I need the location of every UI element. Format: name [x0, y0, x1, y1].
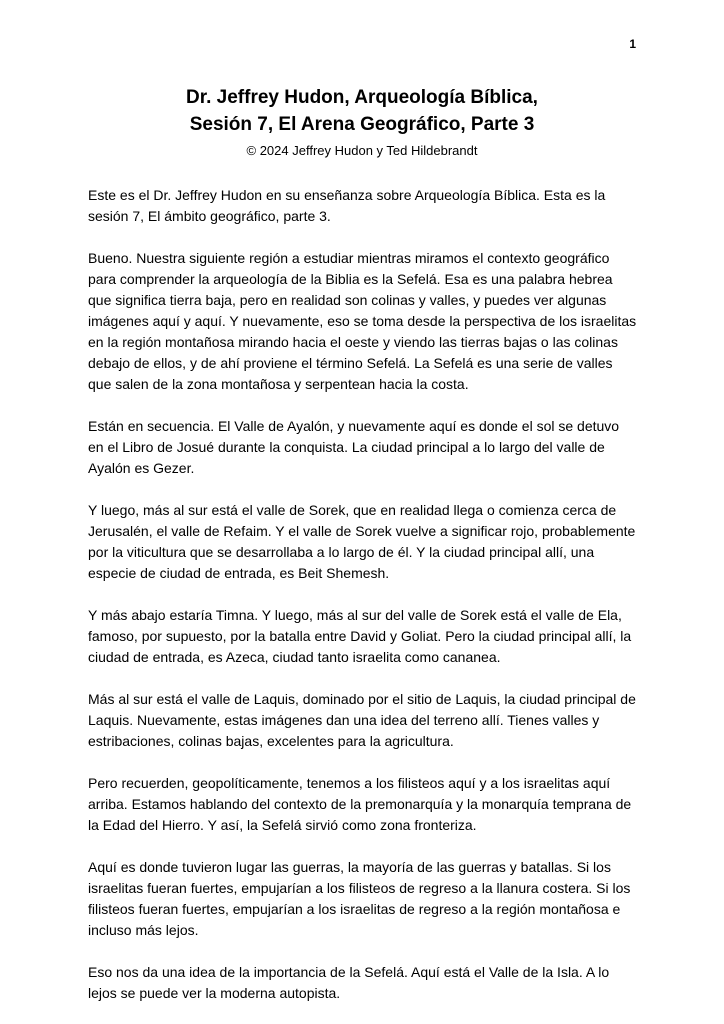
document-body	[88, 185, 638, 1004]
paragraph-sorek-valley: Y luego, más al sur está el valle de Sorek, que en realidad llega o comienza cerca de Jerusalén, el valle de Refaim. Y el valle de Sorek vuelve a significar rojo, probablemente por la viticultura que se desarrollaba a lo largo de él. Y la ciudad principal allí, una especie de ciudad de entrada, es Beit Shemesh.	[88, 502, 636, 581]
paragraph-intro: Este es el Dr. Jeffrey Hudon en su enseñanza sobre Arqueología Bíblica. Esta es la sesión 7, El ámbito geográfico, parte 3.	[88, 187, 606, 224]
paragraph-lachish-valley: Más al sur está el valle de Laquis, dominado por el sitio de Laquis, la ciudad principal de Laquis. Nuevamente, estas imágenes dan una idea del terreno allí. Tienes valles y estribaciones, colinas bajas, excelentes para la agricultura.	[88, 691, 636, 749]
paragraph-geopolitics: Pero recuerden, geopolíticamente, tenemos a los filisteos aquí y a los israelitas aquí arriba. Estamos hablando del contexto de la premonarquía y la monarquía temprana de la Edad del Hierro. Y así, la Sefelá sirvió como zona fronteriza.	[88, 775, 632, 833]
copyright-line: © 2024 Jeffrey Hudon y Ted Hildebrandt	[246, 143, 478, 158]
paragraph-closing: Eso nos da una idea de la importancia de la Sefelá. Aquí está el Valle de la Isla. A lo lejos se puede ver la moderna autopista.	[88, 964, 610, 1001]
document-title	[0, 0, 724, 138]
paragraph-elah-valley: Y más abajo estaría Timna. Y luego, más al sur del valle de Sorek está el valle de Ela, famoso, por supuesto, por la batalla entre David y Goliat. Pero la ciudad principal allí, la ciudad de entrada, es Azeca, ciudad tanto israelita como cananea.	[88, 607, 632, 665]
page-number: 1	[629, 37, 636, 51]
title-line-1: Dr. Jeffrey Hudon, Arqueología Bíblica,	[186, 87, 538, 108]
title-line-2: Sesión 7, El Arena Geográfico, Parte 3	[189, 114, 535, 135]
paragraph-aijalon-valley: Están en secuencia. El Valle de Ayalón, y nuevamente aquí es donde el sol se detuvo en el Libro de Josué durante la conquista. La ciudad principal a lo largo del valle de Ayalón es Gezer.	[88, 418, 620, 476]
paragraph-shephelah-overview: Bueno. Nuestra siguiente región a estudiar mientras miramos el contexto geográfico para comprender la arqueología de la Biblia es la Sefelá. Esa es una palabra hebrea que significa tierra baja, pero en realidad son colinas y valles, y puedes ver algunas imágenes aquí y aquí. Y nuevamente, eso se toma desde la perspectiva de los israelitas en la región montañosa mirando hacia el oeste y viendo las tierras bajas o las colinas debajo de ellos, y de ahí proviene el término Sefelá. La Sefelá es una serie de valles que salen de la zona montañosa y serpentean hacia la costa.	[88, 250, 637, 392]
paragraph-wars: Aquí es donde tuvieron lugar las guerras, la mayoría de las guerras y batallas. Si los israelitas fueran fuertes, empujarían a los filisteos de regreso a la llanura costera. Si los filisteos fueran fuertes, empujarían a los israelitas de regreso a la región montañosa e incluso más lejos.	[88, 859, 631, 938]
